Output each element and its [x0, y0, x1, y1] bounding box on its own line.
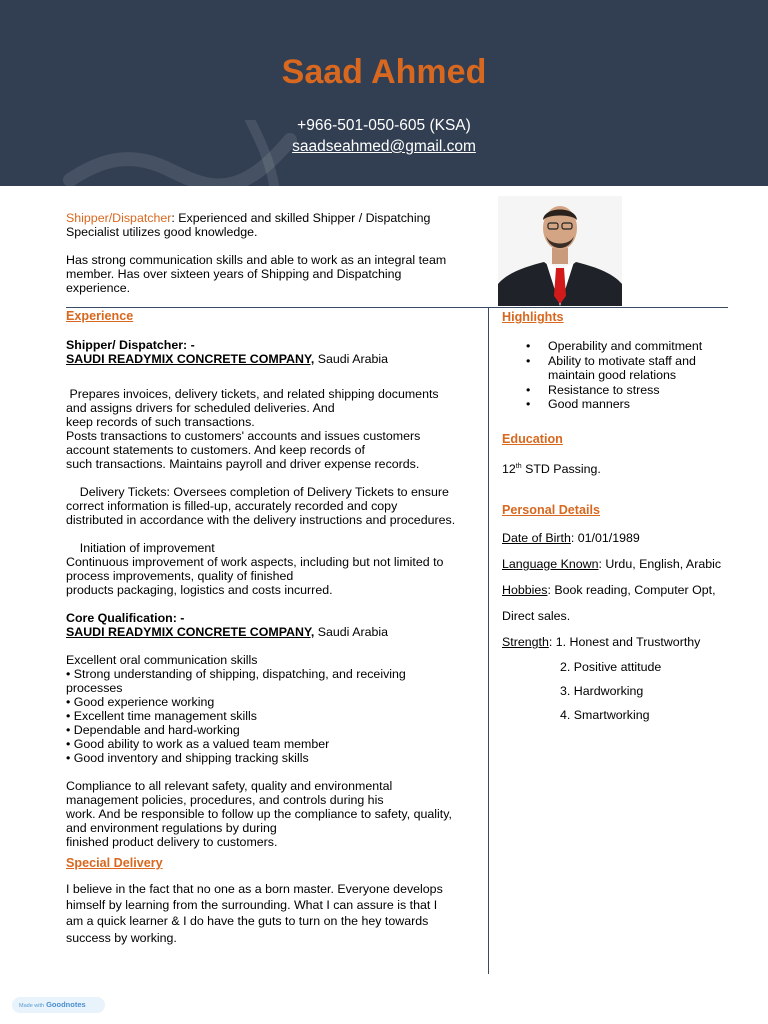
highlights-list: [502, 339, 752, 412]
email-text: saadseahmed@gmail.com: [292, 138, 476, 155]
special-line: am a quick learner & I do have the guts to turn on the hey towards: [66, 914, 429, 929]
dob-label: Date of Birth: [502, 531, 571, 545]
strength-item: : 1. Honest and Trustworthy: [548, 635, 701, 649]
experience-text: process improvements, quality of finished: [66, 569, 294, 583]
special-delivery-text: [66, 881, 481, 946]
strength-item: 3. Hardworking: [560, 684, 644, 698]
badge-brand: Goodnotes: [46, 1000, 86, 1009]
hobbies-continued: Direct sales.: [502, 609, 571, 623]
profile-photo: [498, 196, 622, 306]
phone-number: +966-501-050-605 (KSA): [297, 117, 471, 134]
experience-location: Saudi Arabia: [314, 352, 389, 366]
compliance-line: finished product delivery to customers.: [66, 835, 278, 849]
core-line: • Good inventory and shipping tracking skills: [66, 751, 309, 765]
education-text: [502, 460, 752, 476]
column-divider: [488, 307, 489, 974]
core-line: • Good experience working: [66, 695, 215, 709]
strength-item: 2. Positive attitude: [560, 660, 662, 674]
special-line: himself by learning from the surrounding. What I can assure is that I: [66, 898, 438, 913]
core-line: • Strong understanding of shipping, dispatching, and receiving: [66, 667, 406, 681]
dob-value: : 01/01/1989: [570, 531, 640, 545]
experience-text: Delivery Tickets: Oversees completion of Delivery Tickets to ensure: [66, 485, 449, 499]
candidate-name: Saad Ahmed: [281, 53, 487, 91]
experience-role: Shipper/ Dispatcher: -: [66, 338, 195, 352]
intro-para-line: experience.: [66, 281, 131, 295]
highlight-item: • Good manners: [548, 397, 752, 412]
core-role: Core Qualification: -: [66, 611, 185, 625]
education-sup: th: [515, 463, 522, 470]
intro-summary: [66, 211, 486, 239]
language-label: Language Known: [502, 557, 599, 571]
core-line: processes: [66, 681, 123, 695]
personal-details-heading: Personal Details: [502, 503, 600, 517]
goodnotes-badge: [12, 997, 105, 1013]
hobbies-value: : Book reading, Computer Opt,: [547, 583, 716, 597]
experience-text: Initiation of improvement: [66, 541, 215, 555]
compliance-line: Compliance to all relevant safety, quality and environmental: [66, 779, 393, 793]
intro-line2: Specialist utilizes good knowledge.: [66, 225, 258, 239]
highlight-item: • Ability to motivate staff and maintain good relations: [548, 354, 718, 383]
compliance-line: and environment regulations by during: [66, 821, 277, 835]
experience-section: [66, 338, 481, 849]
experience-company: SAUDI READYMIX CONCRETE COMPANY,: [66, 352, 315, 366]
compliance-line: management policies, procedures, and controls during his: [66, 793, 384, 807]
highlights-heading: Highlights: [502, 310, 564, 324]
education-grade: 12: [502, 462, 516, 477]
special-line: success by working.: [66, 930, 177, 945]
experience-text: keep records of such transactions.: [66, 415, 255, 429]
intro-role: Shipper/Dispatcher: [66, 211, 172, 225]
experience-text: products packaging, logistics and costs incurred.: [66, 583, 333, 597]
core-line: • Dependable and hard-working: [66, 723, 240, 737]
core-line: Excellent oral communication skills: [66, 653, 258, 667]
highlight-item: • Resistance to stress: [548, 383, 752, 398]
header-banner: [0, 0, 768, 186]
email-address[interactable]: [0, 137, 768, 157]
strength-label: Strength: [502, 635, 549, 649]
experience-text: account statements to customers. And keep records of: [66, 443, 365, 457]
core-line: • Good ability to work as a valued team member: [66, 737, 330, 751]
experience-heading: Experience: [66, 309, 134, 323]
special-line: I believe in the fact that no one as a born master. Everyone develops: [66, 882, 443, 896]
core-company: SAUDI READYMIX CONCRETE COMPANY,: [66, 625, 315, 639]
experience-text: Continuous improvement of work aspects, including but not limited to: [66, 555, 444, 569]
intro-para-line: member. Has over sixteen years of Shipping and Dispatching: [66, 267, 402, 281]
language-value: : Urdu, English, Arabic: [598, 557, 722, 571]
education-heading: Education: [502, 432, 563, 446]
section-divider: [66, 307, 728, 308]
experience-text: such transactions. Maintains payroll and driver expense records.: [66, 457, 420, 471]
hobbies-label: Hobbies: [502, 583, 548, 597]
core-line: • Excellent time management skills: [66, 709, 257, 723]
special-delivery-heading: Special Delivery: [66, 856, 163, 870]
intro-para-line: Has strong communication skills and able to work as an integral team: [66, 253, 447, 267]
compliance-line: work. And be responsible to follow up the compliance to safety, quality,: [66, 807, 452, 821]
badge-made-with: Made with: [19, 1003, 45, 1009]
experience-text: distributed in accordance with the delivery instructions and procedures.: [66, 513, 456, 527]
experience-text: correct information is filled-up, accurately recorded and copy: [66, 499, 398, 513]
highlight-item: • Operability and commitment: [548, 339, 752, 354]
strength-item: 4. Smartworking: [560, 708, 650, 722]
education-rest: STD Passing.: [521, 462, 601, 477]
experience-text: and assigns drivers for scheduled deliveries. And: [66, 401, 335, 415]
intro-paragraph: [66, 253, 486, 295]
experience-text: Posts transactions to customers' accounts and issues customers: [66, 429, 421, 443]
core-location: Saudi Arabia: [314, 625, 389, 639]
intro-line1: : Experienced and skilled Shipper / Dispatching: [171, 211, 431, 225]
experience-text: Prepares invoices, delivery tickets, and related shipping documents: [66, 387, 439, 401]
personal-details: [502, 531, 762, 722]
